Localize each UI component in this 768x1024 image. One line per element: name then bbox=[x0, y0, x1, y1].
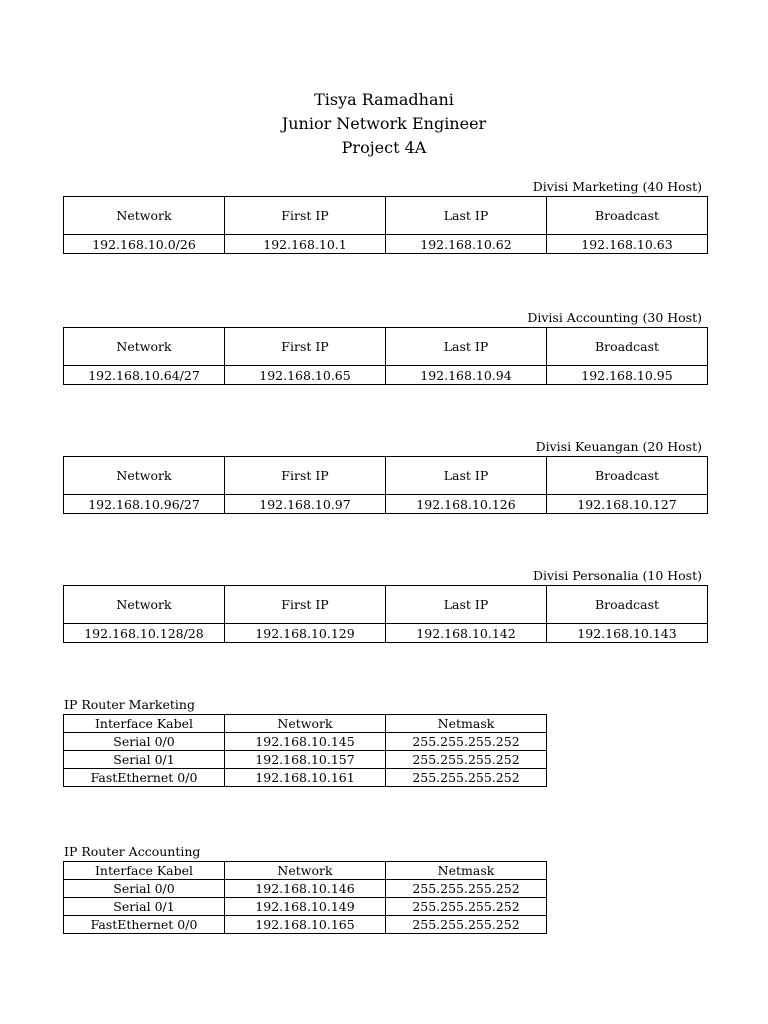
column-header: Netmask bbox=[386, 715, 547, 733]
first-ip-cell: 192.168.10.97 bbox=[225, 495, 386, 514]
network-cell: 192.168.10.0/26 bbox=[64, 235, 225, 254]
column-header: Broadcast bbox=[547, 197, 708, 235]
network-cell: 192.168.10.157 bbox=[225, 751, 386, 769]
table-row bbox=[64, 733, 547, 751]
project-title: Project 4A bbox=[341, 138, 427, 157]
broadcast-cell: 192.168.10.127 bbox=[547, 495, 708, 514]
document-header bbox=[0, 88, 768, 160]
column-header: First IP bbox=[225, 586, 386, 624]
netmask-cell: 255.255.255.252 bbox=[386, 880, 547, 898]
broadcast-cell: 192.168.10.143 bbox=[547, 624, 708, 643]
column-header: Broadcast bbox=[547, 586, 708, 624]
table-header-row bbox=[64, 457, 708, 495]
table-row bbox=[64, 769, 547, 787]
column-header: Network bbox=[64, 328, 225, 366]
interface-cell: FastEthernet 0/0 bbox=[64, 916, 225, 934]
table-row bbox=[64, 235, 708, 254]
last-ip-cell: 192.168.10.62 bbox=[386, 235, 547, 254]
netmask-cell: 255.255.255.252 bbox=[386, 916, 547, 934]
table-row bbox=[64, 898, 547, 916]
interface-cell: FastEthernet 0/0 bbox=[64, 769, 225, 787]
netmask-cell: 255.255.255.252 bbox=[386, 769, 547, 787]
column-header: Interface Kabel bbox=[64, 715, 225, 733]
router-caption-marketing: IP Router Marketing bbox=[64, 697, 195, 712]
column-header: First IP bbox=[225, 457, 386, 495]
column-header: Network bbox=[64, 586, 225, 624]
network-cell: 192.168.10.96/27 bbox=[64, 495, 225, 514]
network-cell: 192.168.10.64/27 bbox=[64, 366, 225, 385]
table-header-row bbox=[64, 197, 708, 235]
column-header: Broadcast bbox=[547, 328, 708, 366]
network-cell: 192.168.10.145 bbox=[225, 733, 386, 751]
subnet-table-keuangan bbox=[63, 456, 708, 514]
subnet-caption-accounting: Divisi Accounting (30 Host) bbox=[527, 310, 702, 325]
last-ip-cell: 192.168.10.94 bbox=[386, 366, 547, 385]
subnet-table-marketing bbox=[63, 196, 708, 254]
interface-cell: Serial 0/1 bbox=[64, 898, 225, 916]
table-row bbox=[64, 751, 547, 769]
column-header: Last IP bbox=[386, 197, 547, 235]
router-table-marketing bbox=[63, 714, 547, 787]
interface-cell: Serial 0/0 bbox=[64, 733, 225, 751]
author-name: Tisya Ramadhani bbox=[314, 90, 454, 109]
network-cell: 192.168.10.165 bbox=[225, 916, 386, 934]
column-header: Network bbox=[64, 457, 225, 495]
network-cell: 192.168.10.149 bbox=[225, 898, 386, 916]
router-caption-accounting: IP Router Accounting bbox=[64, 844, 201, 859]
interface-cell: Serial 0/1 bbox=[64, 751, 225, 769]
last-ip-cell: 192.168.10.142 bbox=[386, 624, 547, 643]
first-ip-cell: 192.168.10.129 bbox=[225, 624, 386, 643]
table-header-row bbox=[64, 715, 547, 733]
last-ip-cell: 192.168.10.126 bbox=[386, 495, 547, 514]
column-header: Network bbox=[64, 197, 225, 235]
column-header: Network bbox=[225, 862, 386, 880]
column-header: Netmask bbox=[386, 862, 547, 880]
subnet-caption-keuangan: Divisi Keuangan (20 Host) bbox=[535, 439, 702, 454]
author-role: Junior Network Engineer bbox=[281, 114, 487, 133]
netmask-cell: 255.255.255.252 bbox=[386, 898, 547, 916]
subnet-caption-personalia: Divisi Personalia (10 Host) bbox=[532, 568, 702, 583]
column-header: Last IP bbox=[386, 586, 547, 624]
column-header: First IP bbox=[225, 328, 386, 366]
interface-cell: Serial 0/0 bbox=[64, 880, 225, 898]
netmask-cell: 255.255.255.252 bbox=[386, 751, 547, 769]
column-header: Interface Kabel bbox=[64, 862, 225, 880]
netmask-cell: 255.255.255.252 bbox=[386, 733, 547, 751]
broadcast-cell: 192.168.10.63 bbox=[547, 235, 708, 254]
table-row bbox=[64, 880, 547, 898]
network-cell: 192.168.10.161 bbox=[225, 769, 386, 787]
column-header: Last IP bbox=[386, 457, 547, 495]
column-header: Last IP bbox=[386, 328, 547, 366]
subnet-table-accounting bbox=[63, 327, 708, 385]
table-row bbox=[64, 495, 708, 514]
subnet-caption-marketing: Divisi Marketing (40 Host) bbox=[532, 179, 702, 194]
subnet-table-personalia bbox=[63, 585, 708, 643]
column-header: Broadcast bbox=[547, 457, 708, 495]
network-cell: 192.168.10.128/28 bbox=[64, 624, 225, 643]
table-header-row bbox=[64, 862, 547, 880]
first-ip-cell: 192.168.10.1 bbox=[225, 235, 386, 254]
table-row bbox=[64, 366, 708, 385]
table-header-row bbox=[64, 586, 708, 624]
table-header-row bbox=[64, 328, 708, 366]
first-ip-cell: 192.168.10.65 bbox=[225, 366, 386, 385]
table-row bbox=[64, 624, 708, 643]
table-row bbox=[64, 916, 547, 934]
column-header: Network bbox=[225, 715, 386, 733]
broadcast-cell: 192.168.10.95 bbox=[547, 366, 708, 385]
network-cell: 192.168.10.146 bbox=[225, 880, 386, 898]
router-table-accounting bbox=[63, 861, 547, 934]
column-header: First IP bbox=[225, 197, 386, 235]
